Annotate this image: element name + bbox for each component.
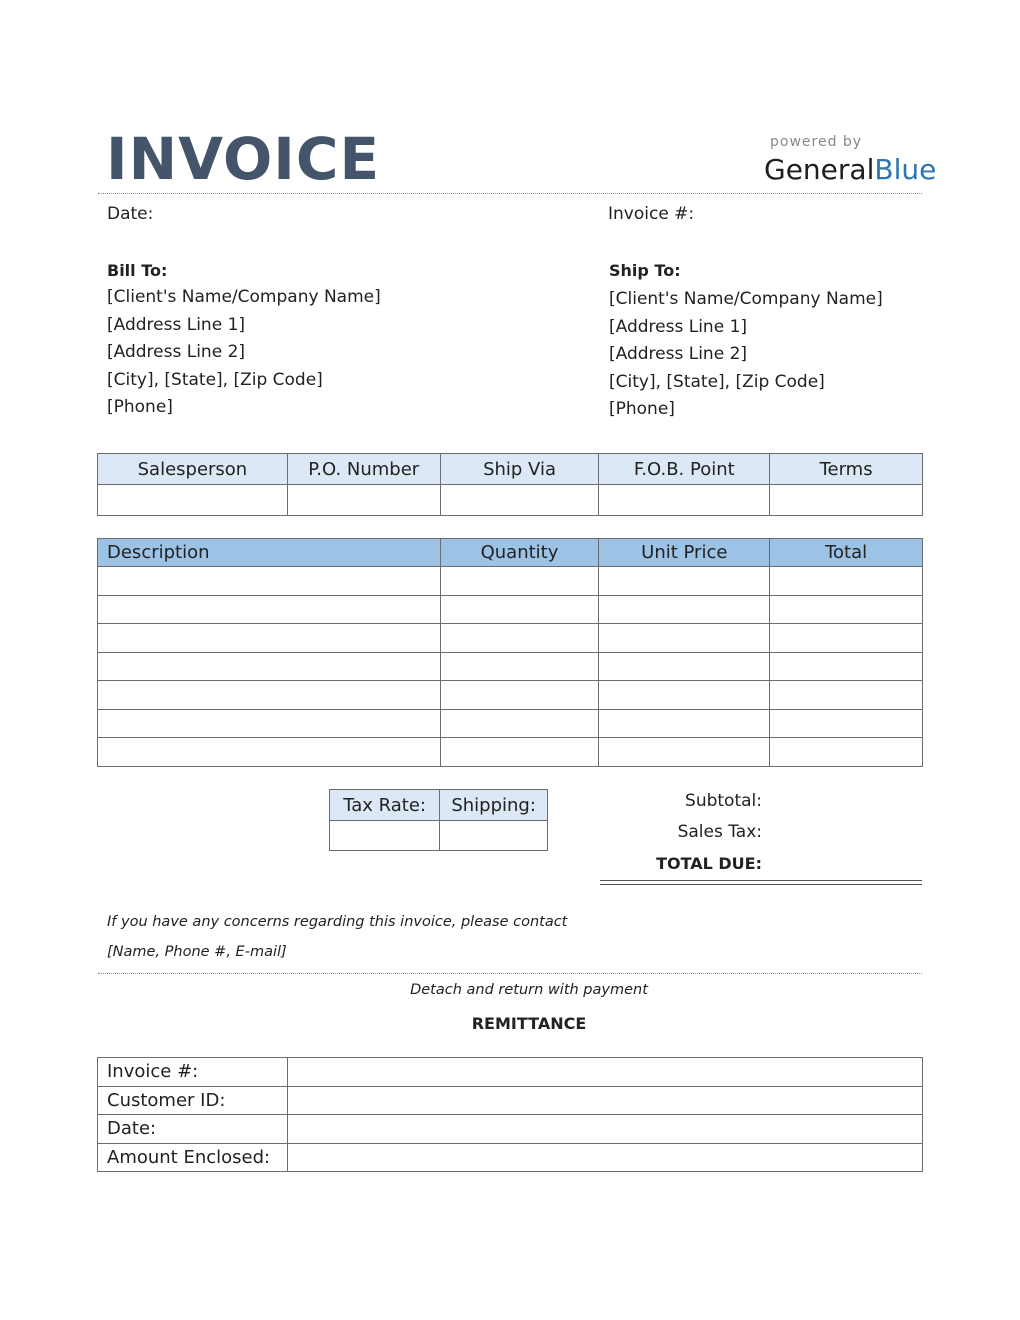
po-number-header: P.O. Number <box>287 454 440 485</box>
contact-note: If you have any concerns regarding this invoice, please contact <box>107 914 568 930</box>
date-label: Date: <box>107 204 154 224</box>
brand-name-blue: Blue <box>874 153 937 186</box>
tax-shipping-row <box>330 821 548 851</box>
order-info-table <box>97 453 923 516</box>
remittance-table <box>97 1057 923 1172</box>
total-header: Total <box>770 539 923 567</box>
bill-to-line: [Client's Name/Company Name] <box>107 287 381 307</box>
powered-by-label: powered by <box>770 134 863 150</box>
description-cell[interactable] <box>98 567 441 596</box>
quantity-cell[interactable] <box>440 709 599 738</box>
brand-name-general: General <box>764 153 875 186</box>
ship-to-address <box>609 286 883 424</box>
total-cell[interactable] <box>770 595 923 624</box>
unit-price-cell[interactable] <box>599 681 770 710</box>
table-row <box>98 681 923 710</box>
sales-tax-label: Sales Tax: <box>677 822 762 842</box>
unit-price-cell[interactable] <box>599 738 770 767</box>
bill-to-line: [Phone] <box>107 397 173 417</box>
quantity-header: Quantity <box>440 539 599 567</box>
unit-price-header: Unit Price <box>599 539 770 567</box>
unit-price-cell[interactable] <box>599 652 770 681</box>
ship-to-line: [Phone] <box>609 399 675 419</box>
remit-date-label: Date: <box>98 1115 288 1144</box>
fob-point-header: F.O.B. Point <box>599 454 770 485</box>
table-row <box>98 1115 923 1144</box>
description-cell[interactable] <box>98 738 441 767</box>
detach-divider <box>98 973 922 974</box>
table-row <box>98 567 923 596</box>
terms-cell[interactable] <box>770 485 923 516</box>
header-divider <box>98 193 922 194</box>
unit-price-cell[interactable] <box>599 567 770 596</box>
contact-details: [Name, Phone #, E-mail] <box>107 944 287 960</box>
quantity-cell[interactable] <box>440 567 599 596</box>
remit-customer-id-label: Customer ID: <box>98 1086 288 1115</box>
total-cell[interactable] <box>770 681 923 710</box>
salesperson-header: Salesperson <box>98 454 288 485</box>
subtotal-label: Subtotal: <box>685 791 762 811</box>
table-row <box>98 652 923 681</box>
table-row <box>98 738 923 767</box>
remit-date-cell[interactable] <box>287 1115 922 1144</box>
line-items-header-row <box>98 539 923 567</box>
brand-logo <box>764 152 936 188</box>
total-cell[interactable] <box>770 652 923 681</box>
ship-to-line: [Address Line 2] <box>609 344 748 364</box>
shipping-header: Shipping: <box>440 790 548 821</box>
remit-amount-label: Amount Enclosed: <box>98 1143 288 1172</box>
ship-to-heading: Ship To: <box>609 261 681 280</box>
bill-to-line: [Address Line 2] <box>107 342 246 362</box>
total-due-label: TOTAL DUE: <box>656 854 762 873</box>
terms-header: Terms <box>770 454 923 485</box>
total-double-underline <box>600 880 922 885</box>
remittance-heading: REMITTANCE <box>471 1014 587 1033</box>
total-cell[interactable] <box>770 738 923 767</box>
table-row <box>98 595 923 624</box>
ship-to-line: [City], [State], [Zip Code] <box>609 371 825 392</box>
description-header: Description <box>98 539 441 567</box>
table-row <box>98 1086 923 1115</box>
description-cell[interactable] <box>98 624 441 653</box>
remit-amount-cell[interactable] <box>287 1143 922 1172</box>
table-row <box>98 624 923 653</box>
tax-shipping-header-row <box>330 790 548 821</box>
total-cell[interactable] <box>770 567 923 596</box>
detach-note: Detach and return with payment <box>410 982 648 998</box>
quantity-cell[interactable] <box>440 595 599 624</box>
quantity-cell[interactable] <box>440 624 599 653</box>
description-cell[interactable] <box>98 595 441 624</box>
shipping-cell[interactable] <box>440 821 548 851</box>
ship-via-cell[interactable] <box>440 485 599 516</box>
total-cell[interactable] <box>770 709 923 738</box>
unit-price-cell[interactable] <box>599 595 770 624</box>
order-info-row <box>98 485 923 516</box>
po-number-cell[interactable] <box>287 485 440 516</box>
remit-invoice-cell[interactable] <box>287 1058 922 1087</box>
table-row <box>98 709 923 738</box>
bill-to-line: [Address Line 1] <box>107 314 246 335</box>
bill-to-address <box>107 284 381 422</box>
salesperson-cell[interactable] <box>98 485 288 516</box>
invoice-title: INVOICE <box>106 125 381 193</box>
tax-rate-header: Tax Rate: <box>330 790 440 821</box>
ship-to-line: [Client's Name/Company Name] <box>609 289 883 309</box>
ship-to-line: [Address Line 1] <box>609 316 748 337</box>
quantity-cell[interactable] <box>440 681 599 710</box>
bill-to-heading: Bill To: <box>107 261 168 280</box>
order-info-header-row <box>98 454 923 485</box>
line-items-table <box>97 538 923 767</box>
bill-to-line: [City], [State], [Zip Code] <box>107 369 323 390</box>
description-cell[interactable] <box>98 709 441 738</box>
remit-customer-id-cell[interactable] <box>287 1086 922 1115</box>
tax-rate-cell[interactable] <box>330 821 440 851</box>
table-row <box>98 1143 923 1172</box>
ship-via-header: Ship Via <box>440 454 599 485</box>
table-row <box>98 1058 923 1087</box>
invoice-number-label: Invoice #: <box>608 204 695 224</box>
quantity-cell[interactable] <box>440 738 599 767</box>
description-cell[interactable] <box>98 652 441 681</box>
description-cell[interactable] <box>98 681 441 710</box>
tax-shipping-table <box>329 789 548 851</box>
total-cell[interactable] <box>770 624 923 653</box>
unit-price-cell[interactable] <box>599 624 770 653</box>
unit-price-cell[interactable] <box>599 709 770 738</box>
fob-point-cell[interactable] <box>599 485 770 516</box>
quantity-cell[interactable] <box>440 652 599 681</box>
remit-invoice-label: Invoice #: <box>98 1058 288 1087</box>
